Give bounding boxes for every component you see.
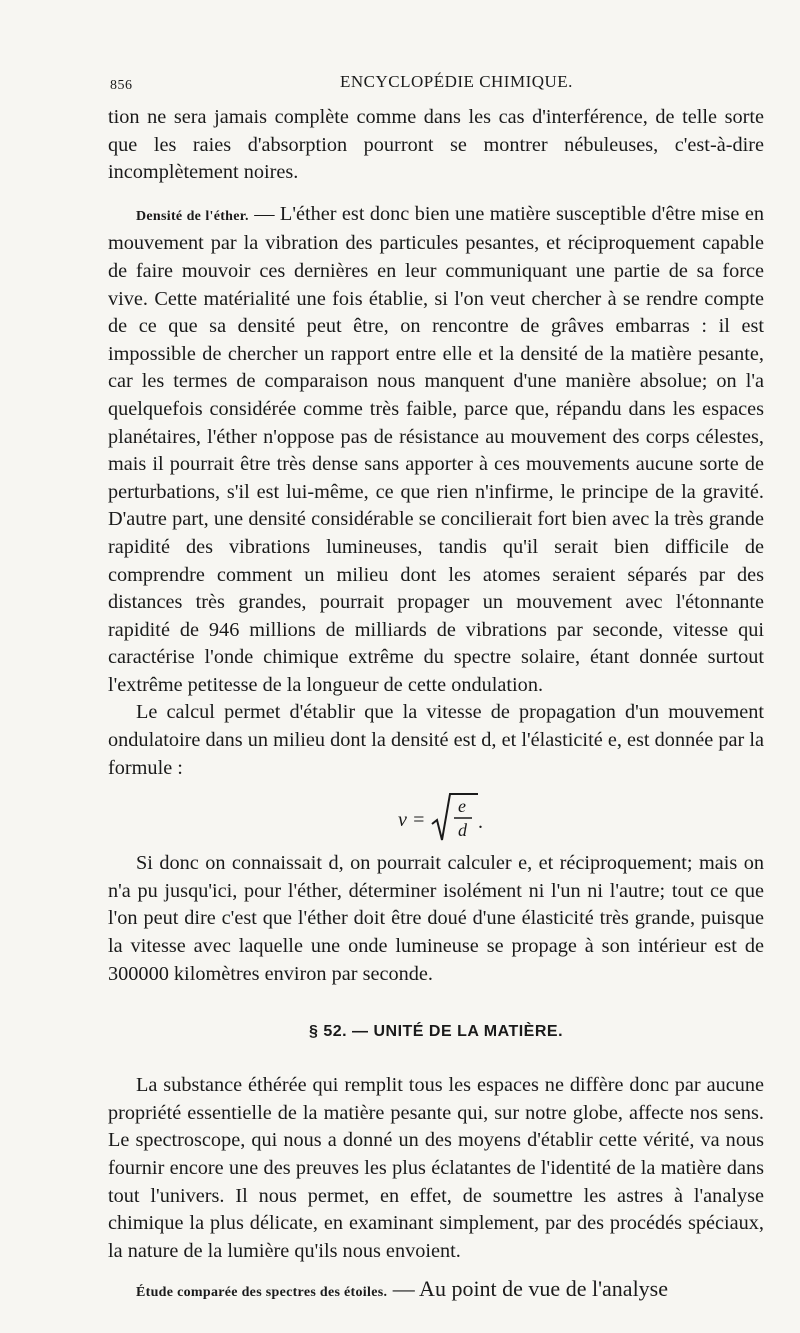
paragraph-continuation: tion ne sera jamais complète comme dans les cas d'interférence, de telle sorte que les raies d'absorption pourront se montrer nébuleuses, c'est-à-dire incomplètement noires.: [108, 106, 764, 184]
formula-trail: .: [478, 811, 483, 834]
page-number: 856: [110, 78, 133, 93]
paragraph-ether-density: [108, 201, 764, 700]
formula-velocity: [108, 788, 764, 844]
paragraph-star-spectra-text: — Au point de vue de l'analyse: [387, 1276, 669, 1302]
page-body: [108, 104, 764, 1307]
rubric-star-spectra: Étude comparée des spectres des étoiles.: [136, 1285, 388, 1301]
paragraph-ether-density-text: — L'éther est donc bien une matière susceptible d'être mise en mouvement par la vibration des particules pesantes, et réciproquement capable de faire mouvoir ces dernières en leur communiquant une partie de sa force vive. Cette matérialité une fois établie, si l'on veut chercher à se rendre compte de ce que sa densité peut être, on rencontre de grâves embarras : il est impossible de chercher un rapport entre elle et la densité de la matière pesante, car les termes de comparaison nous manquent d'une manière absolue; on l'a quelquefois considérée comme très faible, parce que, répandu dans les espaces planétaires, l'éther n'oppose pas de résistance au mouvement des corps célestes, mais il pourrait être très dense sans apporter à ces mouvements aucune sorte de perturbations, s'il est lui-même, ce que rien n'infirme, le principe de la gravité. D'autre part, une densité considérable se concilierait fort bien avec la très grande rapidité des vibrations lumineuses, tandis qu'il serait bien difficile de comprendre comment un milieu dont les atomes seraient séparés par des distances très grandes, pourrait propager un mouvement avec l'étonnante rapidité de 946 millions de milliards de vibrations par seconde, vitesse qui caractérise l'onde chimique extrême du spectre solaire, étant donnée surtout l'extrême petitesse de la longueur de cette ondulation.: [108, 202, 764, 696]
rubric-ether-density: Densité de l'éther.: [136, 208, 249, 224]
formula-lhs: v =: [398, 809, 426, 832]
running-title: ENCYCLOPÉDIE CHIMIQUE.: [340, 72, 573, 91]
formula-numerator: e: [458, 796, 466, 817]
paragraph-star-spectra: [108, 1275, 764, 1307]
paragraph-elasticity: Si donc on connaissait d, on pourrait calculer e, et réciproquement; mais on n'a pu jusqu'ici, pour l'éther, déterminer isolément ni l'un ni l'autre; tout ce que l'on peut dire c'est que l'éther doit être doué d'une élasticité très grande, puisque la vitesse avec laquelle une onde lumineuse se propage à son intérieur est de 300000 kilomètres environ par seconde.: [108, 852, 764, 985]
paragraph-unity-of-matter: La substance éthérée qui remplit tous les espaces ne diffère donc par aucune propriété essentielle de la matière pesante qui, sur notre globe, affecte nos sens. Le spectroscope, qui nous a donné un des moyens d'établir cette vérité, va nous fournir encore une des preuves les plus éclatantes de l'identité de la matière dans tout l'univers. Il nous permet, en effet, de soumettre les astres à l'analyse chimique la plus délicate, en examinant simplement, par des procédés spéciaux, la nature de la lumière qu'ils nous envoient.: [108, 1074, 764, 1262]
page-header: [108, 64, 760, 94]
paragraph-calculation: Le calcul permet d'établir que la vitesse de propagation d'un mouvement ondulatoire dans un milieu dont la densité est d, et l'élasticité e, est donnée par la formule :: [108, 701, 764, 779]
section-heading: § 52. — UNITÉ DE LA MATIÈRE.: [308, 1023, 564, 1041]
formula-denominator: d: [458, 820, 467, 841]
